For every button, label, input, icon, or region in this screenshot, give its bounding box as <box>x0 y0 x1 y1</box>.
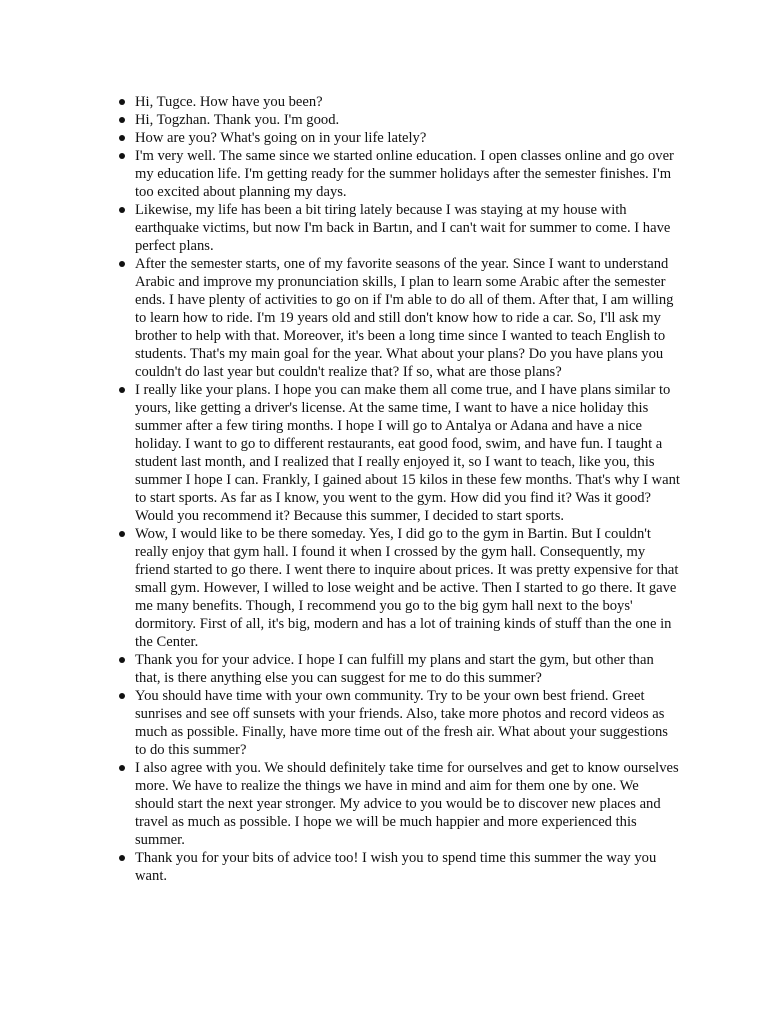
list-item <box>115 129 680 147</box>
bullet-icon <box>119 99 125 105</box>
dialogue-list <box>115 93 680 885</box>
bullet-icon <box>119 261 125 267</box>
dialogue-line: Thank you for your bits of advice too! I wish you to spend time this summer the way you want. <box>135 850 657 884</box>
bullet-icon <box>119 765 125 771</box>
dialogue-line: I really like your plans. I hope you can make them all come true, and I have plans similar to yours, like getting a driver's license. At the same time, I want to have a nice holiday this summer after a few tiring months. I hope I will go to Antalya or Adana and have a nice holiday. I want to go to different restaurants, eat good food, swim, and have fun. I taught a student last month, and I realized that I really enjoyed it, so I want to teach, like you, this summer I hope I can. Frankly, I gained about 15 kilos in these few months. That's why I want to start sports. As far as I know, you went to the gym. How did you find it? Was it good? Would you recommend it? Because this summer, I decided to start sports. <box>135 382 680 524</box>
list-item <box>115 525 680 651</box>
dialogue-line: Hi, Togzhan. Thank you. I'm good. <box>135 112 340 128</box>
dialogue-line: Wow, I would like to be there someday. Yes, I did go to the gym in Bartin. But I couldn't really enjoy that gym hall. I found it when I crossed by the gym hall. Consequently, my friend started to go there. I went there to inquire about prices. It was pretty expensive for that small gym. However, I willed to lose weight and be active. Then I started to go there. It gave me many benefits. Though, I recommend you go to the big gym hall next to the boys' dormitory. First of all, it's big, modern and has a lot of training kinds of stuff than the one in the Center. <box>135 526 679 650</box>
list-item <box>115 255 680 381</box>
list-item <box>115 381 680 525</box>
list-item <box>115 201 680 255</box>
list-item <box>115 93 680 111</box>
dialogue-line: I also agree with you. We should definitely take time for ourselves and get to know ourselves more. We have to realize the things we have in mind and aim for them one by one. We should start the next year stronger. My advice to you would be to discover new places and travel as much as possible. I hope we will be much happier and more experienced this summer. <box>135 760 679 848</box>
list-item <box>115 759 680 849</box>
dialogue-line: How are you? What's going on in your life lately? <box>135 130 427 146</box>
dialogue-line: You should have time with your own community. Try to be your own best friend. Greet sunrises and see off sunsets with your friends. Also, take more photos and record videos as much as possible. Finally, have more time out of the fresh air. What about your suggestions to do this summer? <box>135 688 668 758</box>
bullet-icon <box>119 135 125 141</box>
bullet-icon <box>119 207 125 213</box>
list-item <box>115 651 680 687</box>
dialogue-line: Likewise, my life has been a bit tiring lately because I was staying at my house with earthquake victims, but now I'm back in Bartın, and I can't wait for summer to come. I have perfect plans. <box>135 202 671 254</box>
dialogue-line: Thank you for your advice. I hope I can fulfill my plans and start the gym, but other than that, is there anything else you can suggest for me to do this summer? <box>135 652 654 686</box>
dialogue-line: I'm very well. The same since we started online education. I open classes online and go over my education life. I'm getting ready for the summer holidays after the semester finishes. I'm too excited about planning my days. <box>135 148 674 200</box>
bullet-icon <box>119 855 125 861</box>
dialogue-line: After the semester starts, one of my favorite seasons of the year. Since I want to understand Arabic and improve my pronunciation skills, I plan to learn some Arabic after the semester ends. I have plenty of activities to go on if I'm able to do all of them. After that, I am willing to learn how to ride. I'm 19 years old and still don't know how to ride a car. So, I'll ask my brother to help with that. Moreover, it's been a long time since I wanted to teach English to students. That's my main goal for the year. What about your plans? Do you have plans you couldn't do last year but couldn't realize that? If so, what are those plans? <box>135 256 674 380</box>
bullet-icon <box>119 387 125 393</box>
list-item <box>115 147 680 201</box>
list-item <box>115 111 680 129</box>
list-item <box>115 687 680 759</box>
list-item <box>115 849 680 885</box>
bullet-icon <box>119 657 125 663</box>
bullet-icon <box>119 531 125 537</box>
bullet-icon <box>119 693 125 699</box>
dialogue-line: Hi, Tugce. How have you been? <box>135 94 323 110</box>
bullet-icon <box>119 117 125 123</box>
bullet-icon <box>119 153 125 159</box>
